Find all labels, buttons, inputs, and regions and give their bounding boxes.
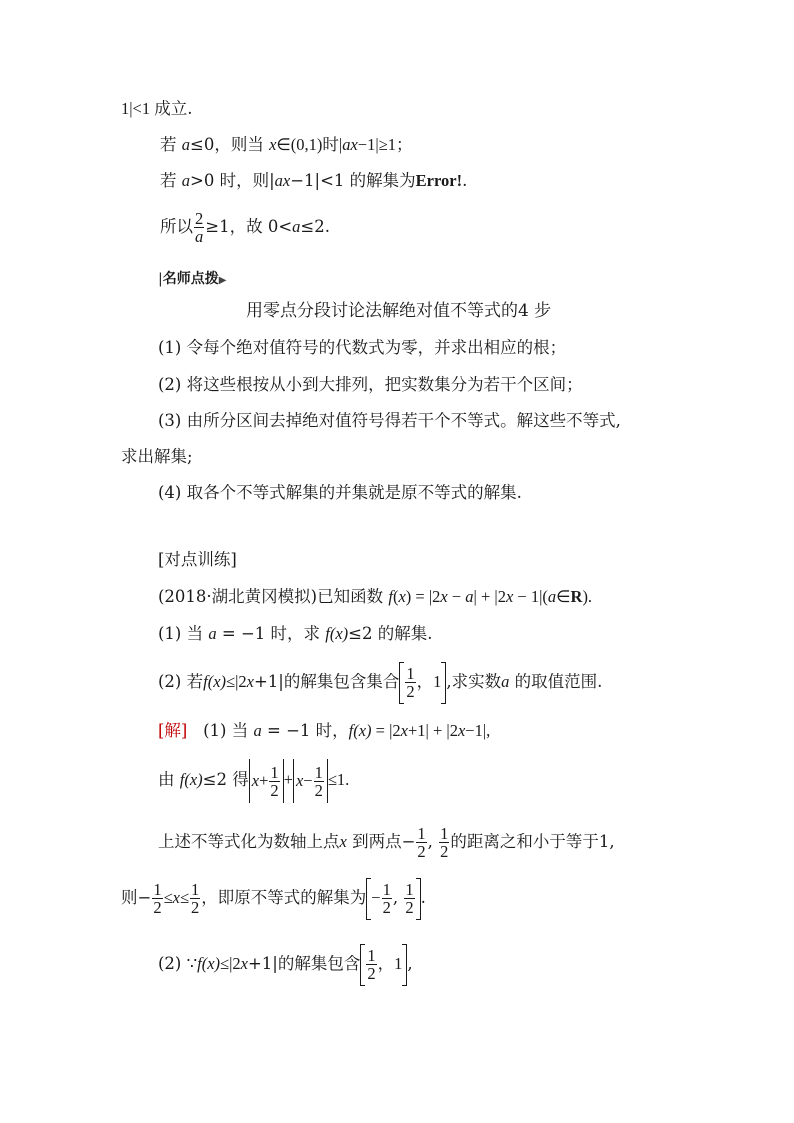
left-bracket xyxy=(399,662,404,704)
text-line-3: 若 a>0 时，则|ax−1|<1 的解集为Error!. xyxy=(160,171,468,190)
triangle-icon: ▶ xyxy=(218,275,227,286)
right-bracket xyxy=(402,944,407,986)
abs-term-2: x− $\frac{1}{2}$ xyxy=(293,759,328,803)
question-2: (2) 若f(x)≤|2x+1|的解集包含集合 $\frac{1}{2}$ ，1 ,求实数a 的取值范围. xyxy=(158,660,602,704)
step-3-cont: 求出解集; xyxy=(121,447,193,466)
tip-header: |名师点拨▶ xyxy=(158,271,227,287)
practice-header: [对点训练] xyxy=(158,550,237,569)
text-line-4: 所以 $\frac{2}{a}$ ≥1，故 0<a≤2. xyxy=(160,209,330,246)
problem-statement: (2018·湖北黄冈模拟)已知函数 f(x) = |2x − a| + |2x − 1|(a∈R). xyxy=(158,587,593,606)
solution-line-1: [解] (1) 当 a = −1 时，f(x) = |2x+1| + |2x−1|, xyxy=(158,721,491,740)
abs-term-1: x+ $\frac{1}{2}$ xyxy=(249,759,284,803)
error-text: Error! xyxy=(415,171,463,190)
left-bracket xyxy=(366,878,371,920)
fraction-2-over-a: $\frac{2}{a}$ xyxy=(195,209,204,246)
solution-line-5: (2) ∵f(x)≤|2x+1|的解集包含 $\frac{1}{2}$ ，1 , xyxy=(158,942,413,986)
step-4: (4) 取各个不等式解集的并集就是原不等式的解集. xyxy=(158,483,522,502)
step-3: (3) 由所分区间去掉绝对值符号得若干个不等式。解这些不等式, xyxy=(158,411,621,430)
solution-line-3: 上述不等式化为数轴上点x 到两点− $\frac{1}{2}$ , $\frac{1}{2}$ 的距离之和小于等于1, xyxy=(158,824,615,861)
step-2: (2) 将这些根按从小到大排列，把实数集分为若干个区间； xyxy=(158,375,583,394)
solution-line-2: 由 f(x)≤2 得 x+ $\frac{1}{2}$ + x− $\frac{1}{2}$ ≤1. xyxy=(158,758,349,803)
solution-line-4: 则− $\frac{1}{2}$ ≤x≤ $\frac{1}{2}$ ，即原不等式的解集为 − $\frac{1}{2}$ , $\frac{1}{2}$ . xyxy=(121,876,426,920)
step-1: (1) 令每个绝对值符号的代数式为零，并求出相应的根； xyxy=(158,338,567,357)
right-bracket xyxy=(416,878,421,920)
text-line-2: 若 a≤0，则当 x∈(0,1)时|ax−1|≥1； xyxy=(160,135,413,154)
question-1: (1) 当 a = −1 时，求 f(x)≤2 的解集. xyxy=(158,624,433,643)
section-title: 用零点分段讨论法解绝对值不等式的4 步 xyxy=(246,301,552,321)
right-bracket xyxy=(441,662,446,704)
text-line-1: 1|<1 成立. xyxy=(121,99,193,118)
left-bracket xyxy=(360,944,365,986)
fraction-1-2: $\frac{1}{2}$ xyxy=(406,664,415,701)
solution-tag: [解] xyxy=(158,721,188,740)
